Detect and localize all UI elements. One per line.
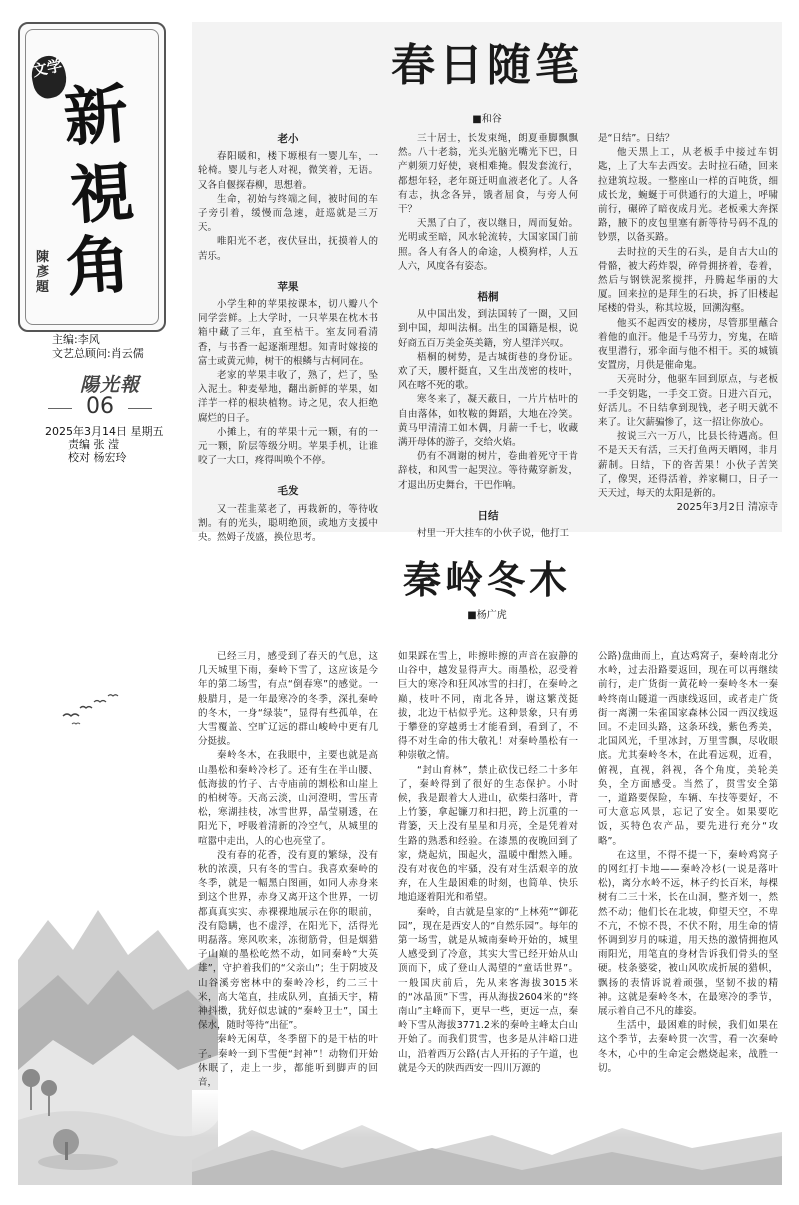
paragraph: 是“日结”。日结？ <box>598 133 675 144</box>
article-title: 秦岭冬木 <box>402 557 571 602</box>
responsible-editor: 责编 张 滢 <box>68 438 119 451</box>
paragraph: 在这里，不得不提一下，秦岭鸡窝子的网红打卡地——秦岭冷杉(一说是落叶松)，离分水岭不远，林子约长百米，每棵树有二三十米，长在山洞，整齐划一，然然不动；他们长在北坡，仰望天空，不卑不亢，不惊不畏，不伏不附，用生命的情怀调到岁月的味道，用天热的激情拥抱风雨阳光，用笔直的身材告诉我们骨头的坚硬。枝条婆娑，被山风吹成折展的猎帜，飘扬的表情诉说着顽强，坚韧不拔的精神。这就是秦岭冬木，在最寒冷的季节，展示着自己不凡的雄姿。 <box>598 849 778 1018</box>
paragraph: 秦岭，自古就是皇家的“上林苑”“御花园”，现在是西安人的“自然乐园”。每年的第一场雪，就是从城南秦岭开始的，城里人感受到了冷意，其实大雪已经开始从山顶而下，成了登山人渴望的“童话世界”。一般国庆前后，先从来客海拔3015米的“冰晶顶”下雪，再从海拔2604米的“终南山”主峰而下，更早一些，更远一点，秦岭下雪从海拔3771.2米的秦岭主峰太白山开始了。而我们贯雪，也多是从沣峪口进山，沿着西万公路(古人开拓的子午道，也就是今天的陕西西安一四川万源的 <box>398 906 578 1074</box>
paragraph: 秦岭冬木，在我眼中，主要也就是高山墨松和秦岭冷杉了。还有生在半山腰、低海拔的竹子、古寺庙前的割松和山崖上的柏树等。天高云淡，山河澄明，雪压青松，寒湖挂枝，冰雪世界，晶莹剔透，在阳光下，呼吸着清新的冷空气，从城里的喧嚣中走出，人的心也亮堂了。 <box>198 750 378 847</box>
paragraph: 又一茬韭菜老了，再栽新的，等待收割。有的光头，聪明绝顶，或地方支援中央。然姆子茂盛，换位思考。 <box>198 503 378 544</box>
article-author: ■杨广虎 <box>467 610 507 621</box>
paragraph: 天亮时分，他驱车回到原点，与老板一手交钥匙，一手交工资。日进六百元，好活儿。不日结拿到现钱，老子明天就不来了。让欠薪骗惨了，这一招让你放心。 <box>598 374 778 429</box>
paragraph: 没有春的花香，没有夏的繁绿，没有秋的浓漠，只有冬的雪白。我喜欢秦岭的冬季，就是一幅黑白图画，如同人赤身来到这个世界，赤身又离开这个世界，一切都真真实实、赤裸裸地展示在你的眼前，没有隐瞒，也不虚浮，在阳光下，活得光明磊落。寒风吹来，冻彻筋骨，但是烟猎子山巅的墨松屹然不动，如同秦岭“大英雄”，守护着我们的“父亲山”；生于阴坡及山谷溪旁密林中的秦岭冷杉，约二三十米，高大笔直，挂成队列，直插天宇，精神抖擞，犹好似忠诚的“秦岭卫士”，国土保水，随时等待“出征”。 <box>198 849 378 1032</box>
paragraph: 村里一开大挂车的小伙子说，他打工 <box>417 528 570 540</box>
paragraph: 老家的苹果丰收了，熟了，烂了，坠入泥土。种麦晕地，翻出新鲜的苹果，如洋芋一样的根块植物。诗之见，农人拒绝腐烂的日子。 <box>198 370 378 424</box>
article-column <box>598 650 778 1130</box>
article-author: ■和谷 <box>472 114 502 125</box>
article-column <box>198 132 378 544</box>
paragraph: 梧桐的树势，是古城街巷的身份证。欢了天，腰杆挺直，又生出茂密的枝叶，风在喀不死的歌。 <box>398 351 578 392</box>
paragraph: 小摊上，有的苹果十元一颗，有的一元一颗，阶层等级分明。苹果手机，让谁咬了一大口，疼得叫唤个不停。 <box>198 426 378 467</box>
paragraph: 他买不起西安的楼房，尽管那里蘸合着他的血汗。他是千马劳力，穷鬼，在暗夜里潜行，邪伞面与他不相干。买的城镇安置房，月供是催命鬼。 <box>598 317 778 372</box>
paragraph: 从中国出发，到法国转了一圈，又回到中国，却叫法桐。出生的国籍是根，说好商五百万美金英美籍，穷人望洋兴叹。 <box>398 309 578 349</box>
paragraph: 去时拉的天生的石头，是自古大山的骨骼，被大药炸裂，碎骨拥挤着，卷着，然后与钢铁泥浆搅拌，丹腾起华丽的大厦。回来拉的是拜生的石块，拆了旧楼起尾楼的骨头，称其垃圾，回溯沟壑。 <box>598 246 778 315</box>
paragraph: 生命，初始与终端之间，被时间的车子旁引着，缓慢而急速，赶巡就是三万天。 <box>198 193 378 234</box>
section-heading: 老小 <box>277 133 299 145</box>
paragraph: 春阳暖和，楼下塬根有一婴儿车，一轮椅。婴儿与老人对视，微笑着，无语。又各自偃探春柳，思想着。 <box>198 151 378 191</box>
paragraph: “封山育林”，禁止砍伐已经二十多年了，秦岭得到了很好的生态保护。小时候，我是跟着大人进山，砍柴扫落叶，背上竹篓，拿起镰刀和扫把，跨上沉重的一背篓，天上没有星星和月亮，全是凭着对生路的熟悉和经验。在漆黑的夜晚回到了家，烧起炕，围起火，温暖中酣然入睡。没有对夜色的牢骚，没有对生活艰辛的放弃，在人生最困难的时刻，也简单、快乐地追逐着阳光和希望。 <box>398 764 578 904</box>
issue-date: 2025年3月14日 星期五 <box>45 425 164 438</box>
masthead-title-char: 角 <box>63 226 133 307</box>
paragraph: 寒冬来了，凝天蔽日，一片片枯叶的自由落体，如牧鞍的舞蹈，大地在冷笑。黄马甲清清工如木偶，月薪一千七，收藏满开母体的游子，交给火焰。 <box>398 394 578 449</box>
masthead-title-char: 新 <box>61 76 131 157</box>
article-column <box>398 650 578 1130</box>
paragraph: 已经三月，感受到了春天的气息，这几天城里下雨，秦岭下雪了，这应该是今年的第二场雪，有点“倒春寒”的感觉。一般腊月，是一年最寒冷的冬季，深扎秦岭的冬木，一身“绿装”，显得有些孤单，在大雪覆盖、空旷辽远的群山峻岭中更有几分挺拔。 <box>198 651 378 748</box>
birds-illustration <box>58 688 128 728</box>
paragraph: 秦岭无闲草，冬季留下的是干枯的叶子。秦岭一到下雪便“封神”！动物们开始休眠了，走上一步，都能听到脚声的回音， <box>198 1034 378 1089</box>
paragraph: 他天黑上工，从老板手中接过车钥匙，上了大车去西安。去时拉石碴，回来拉建筑垃圾。一整座山一样的百吨货，细成长龙，蜿蜒于可供通行的大道上，呼啸前行，碾碎了暗夜成月光。老板乘大奔探路，腋下的皮包里塞有新等待号码不乱的钞票，以备买路。 <box>598 147 778 244</box>
paragraph: 仍有不凋谢的树片，卷曲着死守干肯辞枝，和风雪一起哭泣。等待戴穿新发，才退出历史舞台，干巴作响。 <box>398 451 578 491</box>
paragraph: 如果踩在雪上，咔擦咔擦的声音在寂静的山谷中，越发显得声大。雨墨松，忍受着巨大的寒冷和狂风冰雪的扫打，在秦岭之巅，枝叶不同，南北各异，谢这繁茂挺拔，北边干枯似乎光。这种景象，只有勇于攀登的穿越勇士才能看到，看到了，不得不对生命的伟大敬礼！对秦岭墨松有一种崇敬之情。 <box>398 651 578 762</box>
divider <box>128 408 152 409</box>
paragraph: 公路)盘曲而上，直达鸡窝子，秦岭南北分水岭，过去沿路要返回，现在可以再继续前行，走广货街一黄花岭一秦岭冬木一秦岭终南山隧道一西康线返回，或者走广货街一离溯一朱雀国家森林公园一西汉线返回。不走回头路，这条环线，紫色秀美，北国风光，千里冰封，万里雪飘，尽收眼底。尤其秦岭冬木，在此看远观，近看，俯视，直视，斜视，各个角度，美轮美奂，全方面感受。当然了，贯雪安全第一，道路要保险，车辆、车技等要好，不可大意忘风景，忘记了安全。如果要吃饭，买特色农产品，要先进行充分“攻略”。 <box>598 651 778 847</box>
proofreader: 校对 杨宏玲 <box>68 451 127 464</box>
section-heading: 苹果 <box>277 280 299 293</box>
article-column <box>598 132 778 527</box>
article-column <box>198 650 378 1130</box>
page-number: 06 <box>86 394 114 419</box>
paragraph: 唯阳光不老，夜伏昼出，抚摸着人的苦乐。 <box>198 236 378 262</box>
calligrapher-signature: 陳彥題 <box>36 250 50 295</box>
ink-landscape-illustration <box>18 880 218 1185</box>
paragraph: 天黑了白了，夜以继日，周而复始。光明或至暗，风水轮流转，大国家国门前照。各人有各人的命途，人模狗样，人五人六，风度各有姿态。 <box>398 218 578 272</box>
chief-editor: 主编:李风 <box>52 333 100 346</box>
paragraph: 按说三六一万八，比县长待遇高。但不是天天有活，三天打鱼两天晒网，非月薪制。日结，下的咨苦果！小伙子苦笑了，像哭，还得活着，养家糊口，日子一天天过，每天的太阳是新的。 <box>598 431 778 500</box>
page-number-block <box>48 394 152 422</box>
article-title: 春日随笔 <box>391 40 583 91</box>
masthead-title-char: 視 <box>67 154 137 235</box>
paragraph: 三十居士，长发束绳，朗夏垂脚飘飘然。八十老翁，光头光脑光嘴光下巴，日产刺须刀好使，衰相难掩。假发套流行，都想年轻，老年斑迁明血液老化了。人各有志，执念各异，饿者屈食，与旁人何干？ <box>398 133 578 216</box>
genre-badge: 文学 <box>28 53 70 101</box>
article-column <box>398 132 578 540</box>
section-heading: 梧桐 <box>477 291 499 304</box>
paragraph: 生活中，最困难的时候，我们如果在这个季节，去秦岭贯一次雪，看一次秦岭冬木，心中的生命定会燃烧起来，战胜一切。 <box>598 1020 778 1074</box>
newspaper-logo: 陽光報 <box>80 374 141 396</box>
literary-advisor: 文艺总顾问:肖云儒 <box>52 347 144 360</box>
section-heading: 日结 <box>477 509 499 522</box>
article-date-line: 2025年3月2日 清凉寺 <box>676 502 778 514</box>
section-heading: 毛发 <box>277 485 299 498</box>
paragraph: 小学生种的苹果按课本，切八瓣八个同学尝鲜。上大学时，一只苹果在枕木书箱中藏了三年，直至枯干。室友同看清香，与书香一起逐渐理想。知青时嫁接的富士或黄元帅，树干的根鳞与古柯同在。 <box>198 299 378 367</box>
ink-landscape-illustration <box>192 1090 782 1185</box>
